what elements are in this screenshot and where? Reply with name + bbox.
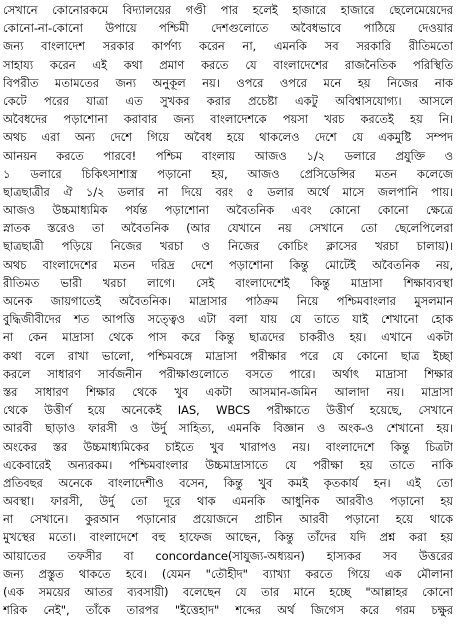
text-line: একেবারেই অন্যরকম। পশ্চিমবাংলার উচ্চমাদ্রাসাতে যে পরীক্ষা হয় তাতে নাকি	[3, 457, 453, 472]
text-line: জন্য বাংলাদেশ সরকার কার্পণ্য করেন না, এমনকি সব সরকারি রীতিমতো	[3, 39, 453, 54]
text-line: আনয়ন করতে পারবে! পশ্চিম বাংলায় আজও ১/২ ডলারে প্রযুক্তি ও	[3, 148, 453, 163]
text-line: (এক সময়ের আতর ব্যবসায়ী) বলেছেন যে তার মানে হচ্ছে "আল্লাহর কোনো	[3, 585, 453, 599]
text-line: আরবী ছাড়াও ফারসী ও উর্দু সাহিত্য, এমনকি বিজ্ঞান ও অংক-ও শেখানো হয়।	[3, 421, 453, 436]
text-line: আয়াতের তফসীর বা concordance(সাযুজ্য-অধ্যয়ন) হাস্যকর সব উত্তরের	[3, 548, 453, 563]
text-line: বুদ্ধিজীবীদের শত আপত্তি সত্ত্বেও এটা বলা যায় যে তাতে যাই শেখানো হোক	[3, 312, 453, 327]
text-line: অংকের স্তর উচ্চমাধ্যমিকের চাইতে খুব খারাপও নয়। বাংলাদেশে কিন্তু চিত্রটা	[3, 439, 453, 454]
text-line: অথচ এরা অন্য দেশে গিয়ে অবৈধ হয়ে থাকলেও দেশে যে একমুষ্টি সম্পদ	[3, 130, 453, 145]
text-line: কোনো-না-কোনো উপায়ে পশ্চিমী দেশগুলোতে অবৈধভাবে পাঠিয়ে দেওয়ার	[3, 21, 453, 36]
text-line: স্নাতক স্তরেও তা অবৈতনিক (আর যেখানে নয় সেখানে তো ছেলেপিলেরা	[3, 221, 453, 236]
text-line: কথা বলে রাখা ভালো, পশ্চিমবঙ্গে মাদ্রাসা পরীক্ষার পরে যে কোনো ছাত্র ইচ্ছা	[3, 348, 453, 363]
text-line: বিপরীত মতামতের জন্য অনুকূল নয়। ওপরে ওপরে মনে হয় নিজের নাক	[3, 75, 453, 90]
text-line: কেটে পরের যাত্রা এত সুখকর করার প্রচেষ্টা একটু অবিশ্বাসযোগ্য। আসলে	[3, 93, 453, 108]
text-line: না সেখানে। কুরআন পড়ানোর প্রয়োজনে প্রাচীন আরবী পড়ানো হয়ে থাকে	[3, 512, 453, 527]
text-line: ছাত্রছাত্রীর ঐ ১/২ ডলার না দিয়ে বরং ৫ ডলার অর্থে মাসে জলপানি পায়।	[3, 184, 453, 199]
text-line: অনেক জায়গাতেই অবৈতনিক। মাদ্রাসার পাঠক্রম নিয়ে পশ্চিমবাংলার মুসলমান	[3, 294, 453, 308]
text-line: অথচ বাংলাদেশের মতন দরিদ্র দেশে পড়াশোনা কিন্তু মোটেই অবৈতনিক নয়,	[3, 257, 453, 272]
text-line: সেখানে কোনোরকমে বিদ্যালয়ের গণ্ডী পার হলেই হাজারে হাজারে ছেলেমেয়েদের	[3, 3, 453, 17]
text-line: স্তর সাধারণ শিক্ষার থেকে খুব একটা আসমান-জমিন আলাদা নয়। মাদ্রাসা	[3, 384, 453, 399]
text-line: অবৈধদের পড়াশোনা করাবার জন্য বাংলাদেশকে পয়সা খরচ করতেই হয় নি।	[3, 112, 453, 127]
text-line: সাহায্য করেন এই কথা প্রমাণ করতে যে বাংলাদেশের রাজনৈতিক পরিস্থিতি	[3, 57, 453, 72]
text-line: প্রতিবছর অনেকে বাংলাদেশীও বসেন, কিন্তু খুব কমই কৃতকার্য হন। এই তো	[3, 475, 453, 490]
text-line: অবস্থা। ফারসী, উর্দু তো দূরে থাক এমনকি আধুনিক আরবীও পড়ানো হয়	[3, 494, 453, 509]
text-line: জন্য প্রস্তুত থাকতে হবে। (যেমন "তৌহীদ" ব্যাখ্যা করতে গিয়ে এক মৌলানা	[3, 566, 453, 581]
text-line: মুখস্থের মতো। বাংলাদেশে বহু হাফেজ আছেন, কিন্তু তাঁদের যদি প্রশ্ন করা হয়	[3, 530, 453, 545]
text-line: ১ ডলারে চিকিৎসাশাস্ত্র পড়ানো হয়, আজও প্রেসিডেন্সির মতন কলেজে	[3, 166, 453, 181]
text-line: না কেন মাদ্রাসা থেকে পাস করে কিন্তু ছাত্রদের চাকরীও হয়। এখানে একটা	[3, 330, 453, 345]
text-line: আজও উচ্চমাধ্যমিক পর্যন্ত পড়াশোনা অবৈতনিক এবং কোনো কোনো ক্ষেত্রে	[3, 203, 453, 218]
text-line: থেকে উত্তীর্ণ হয়ে অনেকেই IAS, WBCS পরীক্ষাতে উত্তীর্ণ হয়েছে, সেখানে	[3, 403, 453, 418]
text-line: করলে সাধারণ সার্বজনীন পরীক্ষাগুলোতে বসতে পারে। অর্থাৎ মাদ্রাসা শিক্ষার	[3, 366, 453, 381]
text-line: ছাত্রছাত্রী পড়িয়ে নিজের খরচা ও নিজের কোচিং ক্লাসের খরচা চালায়)।	[3, 239, 453, 254]
text-line: শরিক নেই", তাঁকে তারপর "ইত্তেহাদ" শব্দের অর্থ জিগেস করে গরম চক্ষুর	[3, 603, 453, 618]
text-line: রীতিমত ভারী খরচা লাগে। সেই বাংলাদেশেই কিন্তু মাদ্রাসা শিক্ষাব্যবস্থা	[3, 275, 453, 290]
